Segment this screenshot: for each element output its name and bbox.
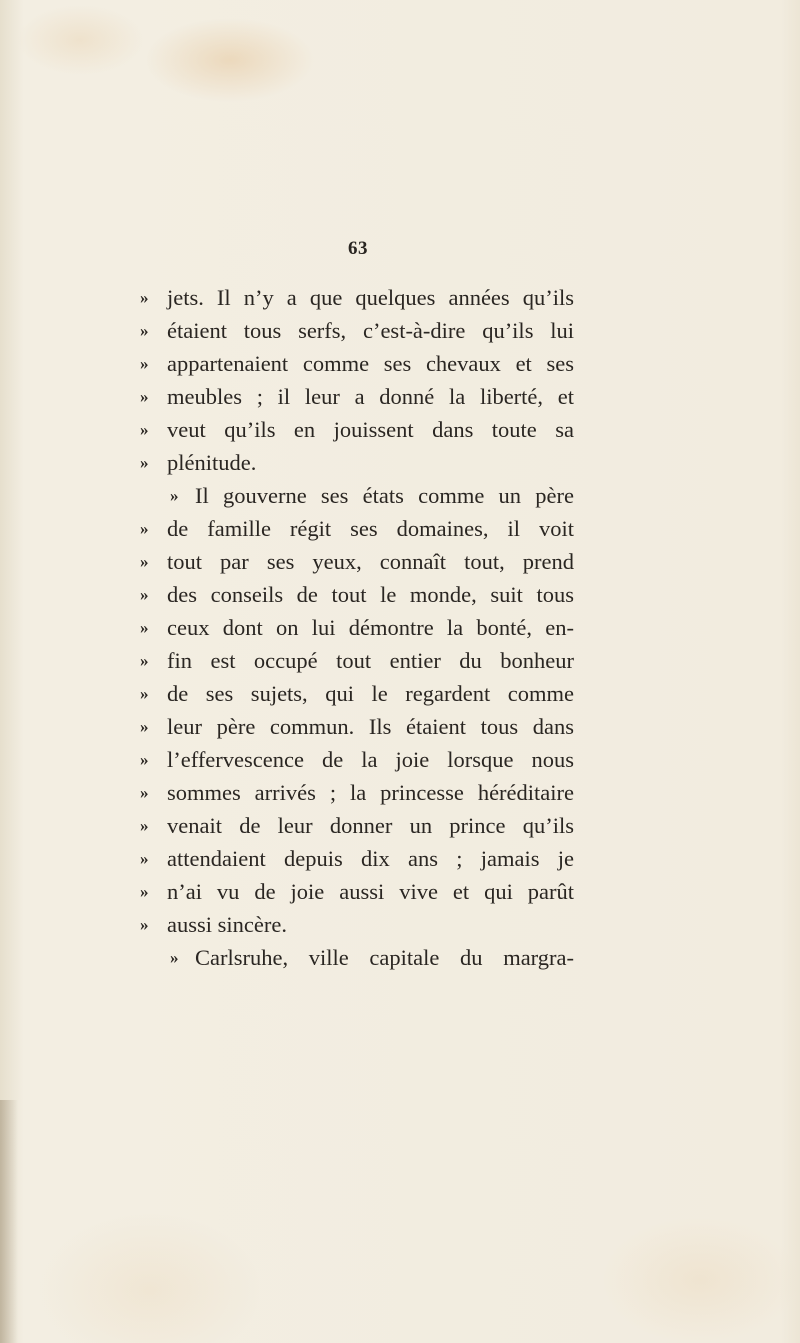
line-text: de famille régit ses domaines, il voit [167, 516, 574, 541]
text-line [140, 446, 574, 479]
text-line [140, 314, 574, 347]
text-line [140, 875, 574, 908]
text-line [140, 281, 574, 314]
line-text: fin est occupé tout entier du bonheur [167, 648, 574, 673]
line-text: de ses sujets, qui le regardent comme [167, 681, 574, 706]
text-line [140, 677, 574, 710]
quote-marker: » [170, 486, 179, 505]
text-line [140, 578, 574, 611]
text-line [140, 545, 574, 578]
line-text: n’ai vu de joie aussi vive et qui parût [167, 879, 574, 904]
text-line [140, 842, 574, 875]
text-line [140, 512, 574, 545]
text-line [140, 644, 574, 677]
quote-marker: » [140, 849, 149, 868]
quote-marker: » [140, 915, 149, 934]
line-text: plénitude. [167, 450, 257, 475]
line-text: appartenaient comme ses chevaux et ses [167, 351, 574, 376]
quote-marker: » [140, 717, 149, 736]
line-text: sommes arrivés ; la princesse héréditaire [167, 780, 574, 805]
text-line [140, 413, 574, 446]
text-line [140, 776, 574, 809]
quote-marker: » [140, 321, 149, 340]
text-line [140, 380, 574, 413]
line-text: venait de leur donner un prince qu’ils [167, 813, 574, 838]
quote-marker: » [140, 420, 149, 439]
quote-marker: » [140, 651, 149, 670]
text-line [140, 611, 574, 644]
line-text: des conseils de tout le monde, suit tous [167, 582, 574, 607]
line-text: meubles ; il leur a donné la liberté, et [167, 384, 574, 409]
text-line [140, 347, 574, 380]
quote-marker: » [140, 816, 149, 835]
page-number: 63 [348, 238, 368, 259]
quote-marker: » [140, 453, 149, 472]
page-edge-shadow [0, 1100, 18, 1343]
line-text: jets. Il n’y a que quelques années qu’ils [167, 285, 574, 310]
text-line [140, 908, 574, 941]
quote-marker: » [140, 618, 149, 637]
quote-marker: » [140, 585, 149, 604]
quote-marker: » [140, 288, 149, 307]
text-line [140, 809, 574, 842]
quote-marker: » [140, 387, 149, 406]
body-text [140, 281, 574, 974]
line-text: veut qu’ils en jouissent dans toute sa [167, 417, 574, 442]
line-text: attendaient depuis dix ans ; jamais je [167, 846, 574, 871]
text-line [140, 710, 574, 743]
line-text: leur père commun. Ils étaient tous dans [167, 714, 574, 739]
line-text: Il gouverne ses états comme un père [195, 483, 574, 508]
line-text: tout par ses yeux, connaît tout, prend [167, 549, 574, 574]
text-line [140, 479, 574, 512]
quote-marker: » [140, 354, 149, 373]
line-text: aussi sincère. [167, 912, 287, 937]
line-text: ceux dont on lui démontre la bonté, en- [167, 615, 574, 640]
line-text: l’effervescence de la joie lorsque nous [167, 747, 574, 772]
quote-marker: » [140, 684, 149, 703]
quote-marker: » [140, 750, 149, 769]
text-line [140, 941, 574, 974]
line-text: Carlsruhe, ville capitale du margra- [195, 945, 574, 970]
quote-marker: » [140, 519, 149, 538]
line-text: étaient tous serfs, c’est-à-dire qu’ils lui [167, 318, 574, 343]
quote-marker: » [140, 552, 149, 571]
quote-marker: » [140, 783, 149, 802]
quote-marker: » [170, 948, 179, 967]
quote-marker: » [140, 882, 149, 901]
text-line [140, 743, 574, 776]
